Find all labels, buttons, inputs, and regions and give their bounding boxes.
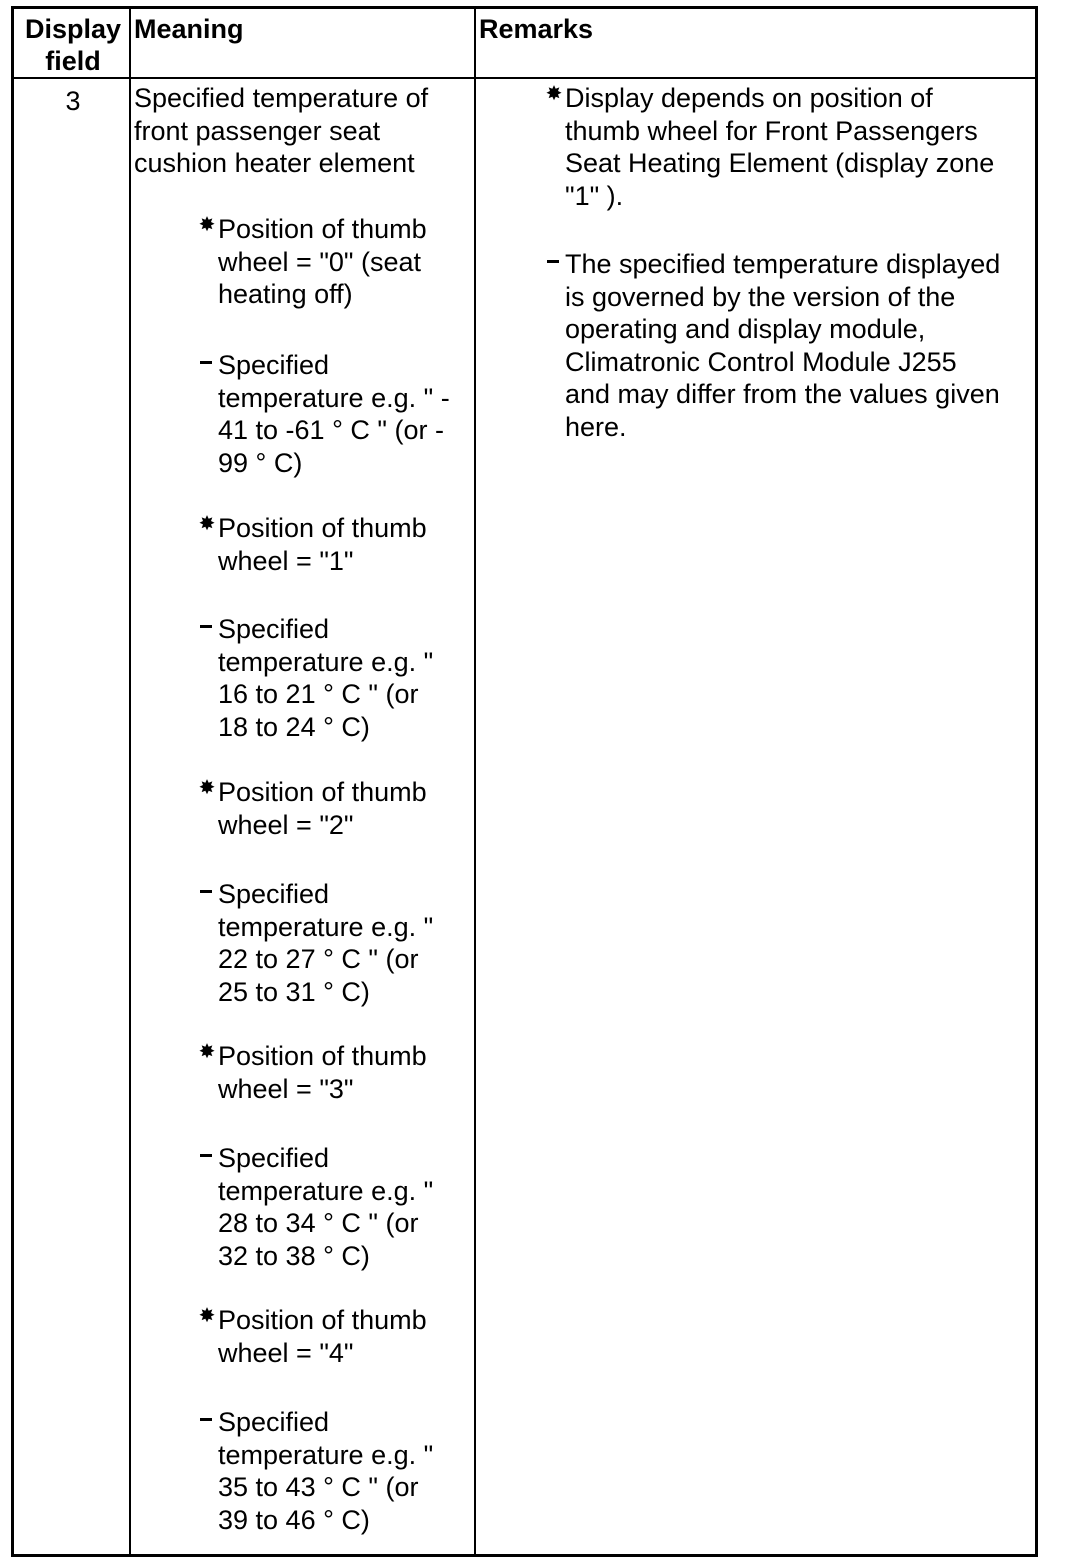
dash-bullet-icon bbox=[543, 250, 565, 263]
meaning-item-text: Specified temperature e.g. " 22 to 27 ° C " (or 25 to 31 ° C) bbox=[218, 879, 434, 1007]
dash-bullet-icon bbox=[196, 615, 218, 628]
cell-meaning-intro: Specified temperature of front passenger seat cushion heater element bbox=[134, 83, 429, 178]
meaning-item bbox=[196, 878, 433, 1008]
header-display-field: Display field bbox=[24, 14, 122, 76]
header-meaning: Meaning bbox=[134, 14, 244, 44]
meaning-item bbox=[196, 1142, 433, 1272]
column-divider-2 bbox=[474, 9, 476, 1554]
meaning-item-text: Position of thumb wheel = "1" bbox=[218, 513, 427, 576]
meaning-item bbox=[196, 1040, 427, 1105]
dash-bullet-icon bbox=[196, 1144, 218, 1157]
meaning-item-text: Specified temperature e.g. " - 41 to -61 ° C " (or - 99 ° C) bbox=[218, 350, 450, 478]
asterisk-bullet-icon: ✸ bbox=[545, 83, 563, 105]
dash-bullet-icon bbox=[196, 351, 218, 364]
meaning-item bbox=[196, 512, 427, 577]
meaning-item bbox=[196, 613, 433, 743]
meaning-item-text: Specified temperature e.g. " 35 to 43 ° C " (or 39 to 46 ° C) bbox=[218, 1407, 434, 1535]
asterisk-bullet-icon: ✸ bbox=[198, 1305, 216, 1327]
asterisk-bullet-icon: ✸ bbox=[198, 1041, 216, 1063]
header-divider bbox=[14, 77, 1035, 79]
asterisk-bullet-icon: ✸ bbox=[198, 513, 216, 535]
dash-bullet-icon bbox=[196, 1408, 218, 1421]
header-remarks: Remarks bbox=[479, 14, 594, 44]
remarks-item bbox=[543, 248, 1000, 443]
column-divider-1 bbox=[129, 9, 131, 1554]
meaning-item-text: Specified temperature e.g. " 28 to 34 ° C " (or 32 to 38 ° C) bbox=[218, 1143, 434, 1271]
meaning-item-text: Position of thumb wheel = "2" bbox=[218, 777, 427, 840]
meaning-item bbox=[196, 1304, 427, 1369]
meaning-item bbox=[196, 1406, 433, 1536]
meaning-item bbox=[196, 213, 427, 311]
remarks-item bbox=[543, 82, 994, 212]
dash-bullet-icon bbox=[196, 880, 218, 893]
meaning-item-text: Position of thumb wheel = "4" bbox=[218, 1305, 427, 1368]
meaning-item-text: Position of thumb wheel = "3" bbox=[218, 1041, 427, 1104]
remarks-item-text: Display depends on position of thumb wheel for Front Passengers Seat Heating Element (display zone "1" ). bbox=[565, 83, 995, 211]
meaning-item bbox=[196, 776, 427, 841]
meaning-item bbox=[196, 349, 450, 479]
asterisk-bullet-icon: ✸ bbox=[198, 214, 216, 236]
asterisk-bullet-icon: ✸ bbox=[198, 777, 216, 799]
remarks-item-text: The specified temperature displayed is governed by the version of the operating and display module, Climatronic Control Module J255 and may differ from the values given here. bbox=[565, 249, 1001, 442]
data-table bbox=[11, 6, 1038, 1557]
meaning-item-text: Specified temperature e.g. " 16 to 21 ° C " (or 18 to 24 ° C) bbox=[218, 614, 434, 742]
meaning-item-text: Position of thumb wheel = "0" (seat heating off) bbox=[218, 214, 427, 309]
cell-display-field: 3 bbox=[65, 86, 81, 116]
